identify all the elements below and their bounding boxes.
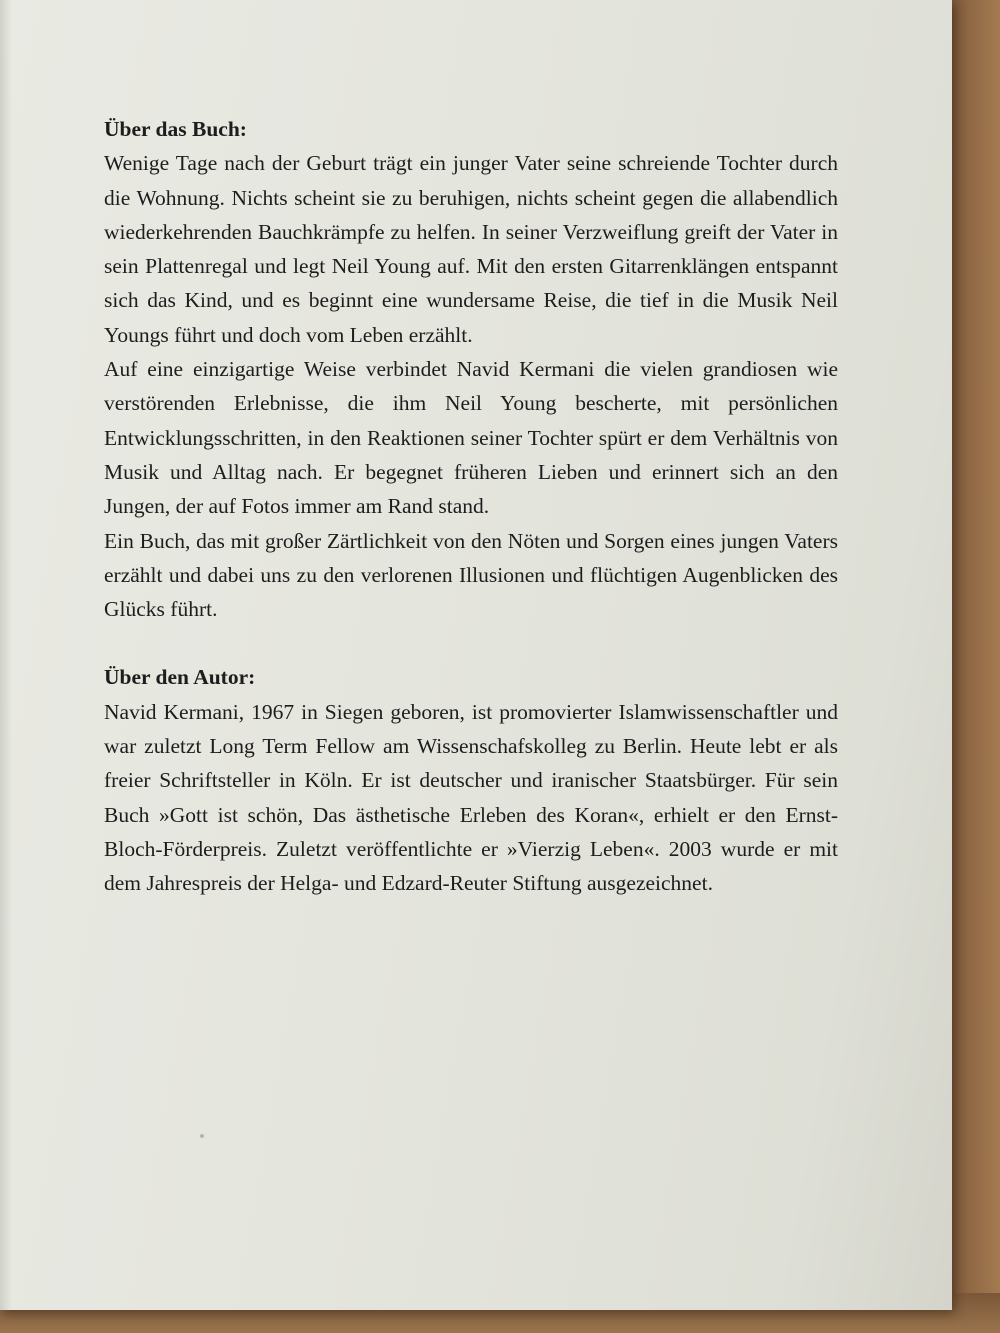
paper-speck [200, 1134, 204, 1138]
about-book-paragraph-2: Auf eine einzigartige Weise verbindet Navid Kermani die vielen grandiosen wie verstörenden Erlebnisse, die ihm Neil Young bescherte, mit persönlichen Entwicklungsschritten, in den Reaktionen seiner Tochter spürt er dem Verhältnis von Musik und Alltag nach. Er begegnet früheren Lieben und erinnert sich an den Jungen, der auf Fotos immer am Rand stand. [104, 357, 838, 519]
about-book-heading: Über das Buch: [104, 117, 247, 141]
about-book-section [104, 112, 838, 626]
page-shadow-edge [0, 0, 12, 1310]
page-text [104, 112, 838, 901]
about-author-paragraph: Navid Kermani, 1967 in Siegen geboren, ist promovierter Islamwissenschaftler und war zuletzt Long Term Fellow am Wissenschafskolleg zu Berlin. Heute lebt er als freier Schriftsteller in Köln. Er ist deutscher und iranischer Staatsbürger. Für sein Buch »Gott ist schön, Das ästhetische Erleben des Koran«, erhielt er den Ernst-Bloch-Förderpreis. Zuletzt veröffentlichte er »Vierzig Leben«. 2003 wurde er mit dem Jahrespreis der Helga- und Edzard-Reuter Stiftung ausgezeichnet. [104, 699, 838, 896]
about-book-paragraph-3: Ein Buch, das mit großer Zärtlichkeit von den Nöten und Sorgen eines jungen Vaters erzählt und dabei uns zu den verlorenen Illusionen und flüchtigen Augenblicken des Glücks führt. [104, 528, 838, 622]
about-author-section [104, 660, 838, 900]
about-book-paragraph-1: Wenige Tage nach der Geburt trägt ein junger Vater seine schreiende Tochter durch die Wohnung. Nichts scheint sie zu beruhigen, nichts scheint gegen die allabendlich wiederkehrenden Bauchkrämpfe zu helfen. In seiner Verzweiflung greift der Vater in sein Plattenregal und legt Neil Young auf. Mit den ersten Gitarrenklängen entspannt sich das Kind, und es beginnt eine wundersame Reise, die tief in die Musik Neil Youngs führt und doch vom Leben erzählt. [104, 151, 838, 347]
about-author-heading: Über den Autor: [104, 665, 256, 690]
